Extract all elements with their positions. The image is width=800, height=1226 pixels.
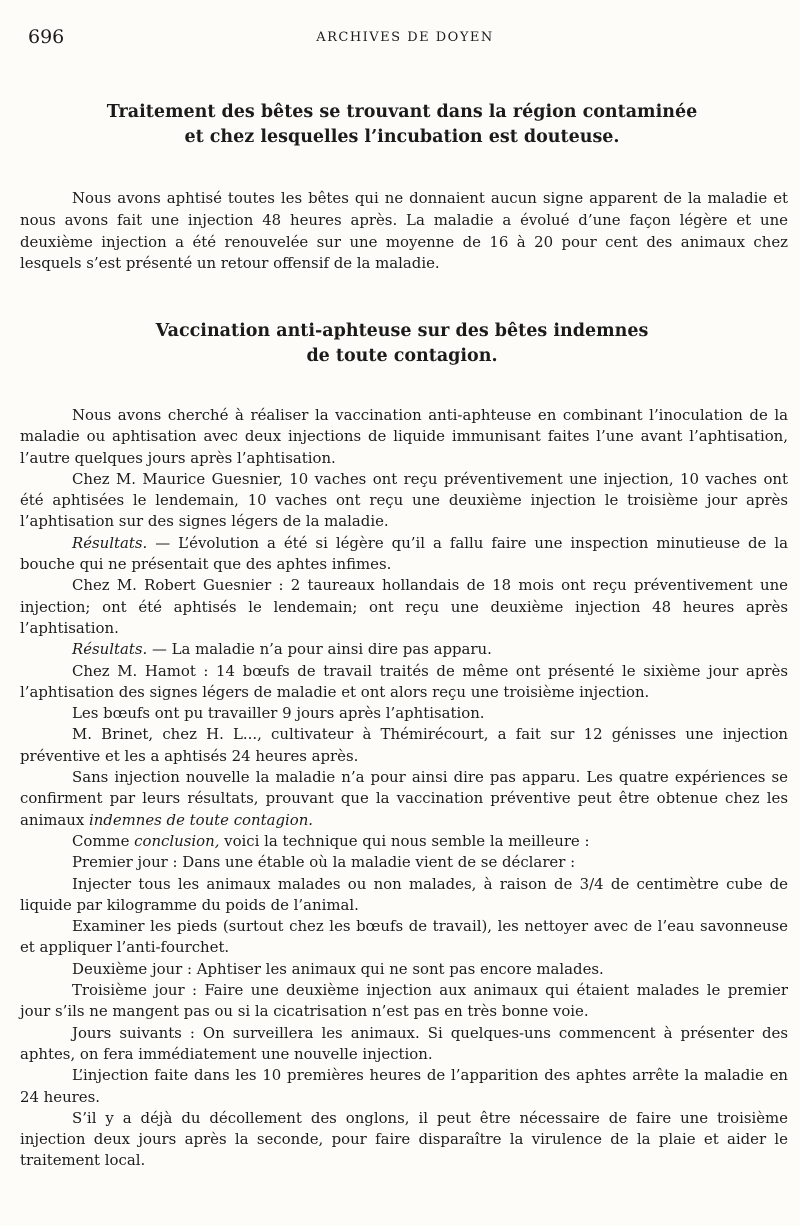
- results-text: — L’évolution a été si légère qu’il a fallu faire une inspection minutieuse de la bouche qui ne présentait que des aphtes infimes.: [20, 533, 788, 574]
- running-head: ARCHIVES DE DOYEN: [316, 30, 494, 45]
- paragraph-troisieme-jour: Troisième jour : Faire une deuxième injection aux animaux qui étaient malades le premier jour s’ils ne mangent pas ou si la cicatrisation n’est pas en très bonne voie.: [20, 981, 788, 1021]
- section2-title-line1: Vaccination anti-aphteuse sur des bêtes indemnes: [155, 321, 649, 341]
- paragraph-premier-jour: Premier jour : Dans une étable où la maladie vient de se déclarer :: [72, 853, 576, 872]
- paragraph-jours-suivants: Jours suivants : On surveillera les animaux. Si quelques-uns commencent à présenter des aphtes, on fera immédiatement une nouvelle injection.: [20, 1023, 788, 1063]
- italic-phrase: indemnes de toute contagion.: [88, 810, 314, 829]
- section1-body: [20, 188, 788, 275]
- paragraph-injecter: Injecter tous les animaux malades ou non malades, à raison de 3/4 de centimètre cube de liquide par kilogramme du poids de l’animal.: [20, 874, 788, 914]
- page-number: 696: [28, 26, 65, 48]
- paragraph-deuxieme-jour: Deuxième jour : Aphtiser les animaux qui ne sont pas encore malades.: [72, 959, 604, 978]
- section1-title-line1: Traitement des bêtes se trouvant dans la région contaminée: [106, 102, 698, 122]
- paragraph-results-1: [20, 533, 788, 576]
- section1-paragraph: Nous avons aphtisé toutes les bêtes qui ne donnaient aucun signe apparent de la maladie et nous avons fait une injection 48 heures après. La maladie a évolué d’une façon légère et une deuxième injection a été renouvelée sur une moyenne de 16 à 20 pour cent des animaux chez lesquels s’est présenté un retour offensif de la maladie.: [20, 189, 788, 273]
- paragraph-brinet: M. Brinet, chez H. L..., cultivateur à Thémirécourt, a fait sur 12 génisses une injection préventive et les a aphtisés 24 heures après.: [20, 725, 788, 765]
- page-header: [22, 26, 788, 50]
- paragraph-decollement: S’il y a déjà du décollement des onglons, il peut être nécessaire de faire une troisième injection deux jours après la seconde, pour faire disparaître la virulence de la plaie et aider le traitement local.: [20, 1108, 788, 1170]
- section1-title-line2: et chez lesquelles l’incubation est douteuse.: [184, 127, 620, 147]
- section1-heading: [20, 100, 784, 150]
- paragraph-text: voici la technique qui nous semble la meilleure :: [219, 831, 590, 850]
- paragraph-maurice-guesnier: Chez M. Maurice Guesnier, 10 vaches ont reçu préventivement une injection, 10 vaches ont été aphtisées le lendemain, 10 vaches ont reçu une deuxième injection le troisième jour après l’aphtisation sur des signes légers de la maladie.: [20, 469, 788, 531]
- paragraph-results-2: [20, 639, 788, 660]
- paragraph-examiner: Examiner les pieds (surtout chez les bœufs de travail), les nettoyer avec de l’eau savonneuse et appliquer l’anti-fourchet.: [20, 917, 788, 957]
- paragraph-sans-injection: [20, 767, 788, 831]
- paragraph-injection-faite: L’injection faite dans les 10 premières heures de l’apparition des aphtes arrête la maladie en 24 heures.: [20, 1066, 788, 1106]
- paragraph-text: Comme: [72, 831, 135, 850]
- paragraph-hamot: Chez M. Hamot : 14 bœufs de travail traités de même ont présenté le sixième jour après l’aphtisation des signes légers de maladie et ont alors reçu une troisième injection.: [20, 661, 788, 701]
- results-text: — La maladie n’a pour ainsi dire pas apparu.: [147, 640, 492, 659]
- paragraph-robert-guesnier: Chez M. Robert Guesnier : 2 taureaux hollandais de 18 mois ont reçu préventivement une injection; ont été aphtisés le lendemain; ont reçu une deuxième injection 48 heures après l’aphtisation.: [20, 576, 788, 637]
- paragraph-conclusion: [20, 831, 788, 852]
- section2-title-line2: de toute contagion.: [306, 346, 498, 366]
- italic-phrase: conclusion,: [134, 831, 220, 850]
- paragraph-boeufs: Les bœufs ont pu travailler 9 jours après l’aphtisation.: [72, 704, 485, 723]
- paragraph-intro: Nous avons cherché à réaliser la vaccination anti-aphteuse en combinant l’inoculation de la maladie ou aphtisation avec deux injections de liquide immunisant faites l’une avant l’aphtisation, l’autre quelques jours après l’aphtisation.: [20, 406, 788, 467]
- section2-body: [20, 405, 788, 1172]
- paragraph-text: Sans injection nouvelle la maladie n’a pour ainsi dire pas apparu. Les quatre expériences se confirment par leurs résultats, prouvant que la vaccination préventive peut être obtenue chez les animaux: [20, 768, 788, 829]
- section2-heading: [20, 319, 784, 369]
- results-label: Résultats.: [72, 640, 148, 659]
- results-label: Résultats.: [72, 533, 148, 552]
